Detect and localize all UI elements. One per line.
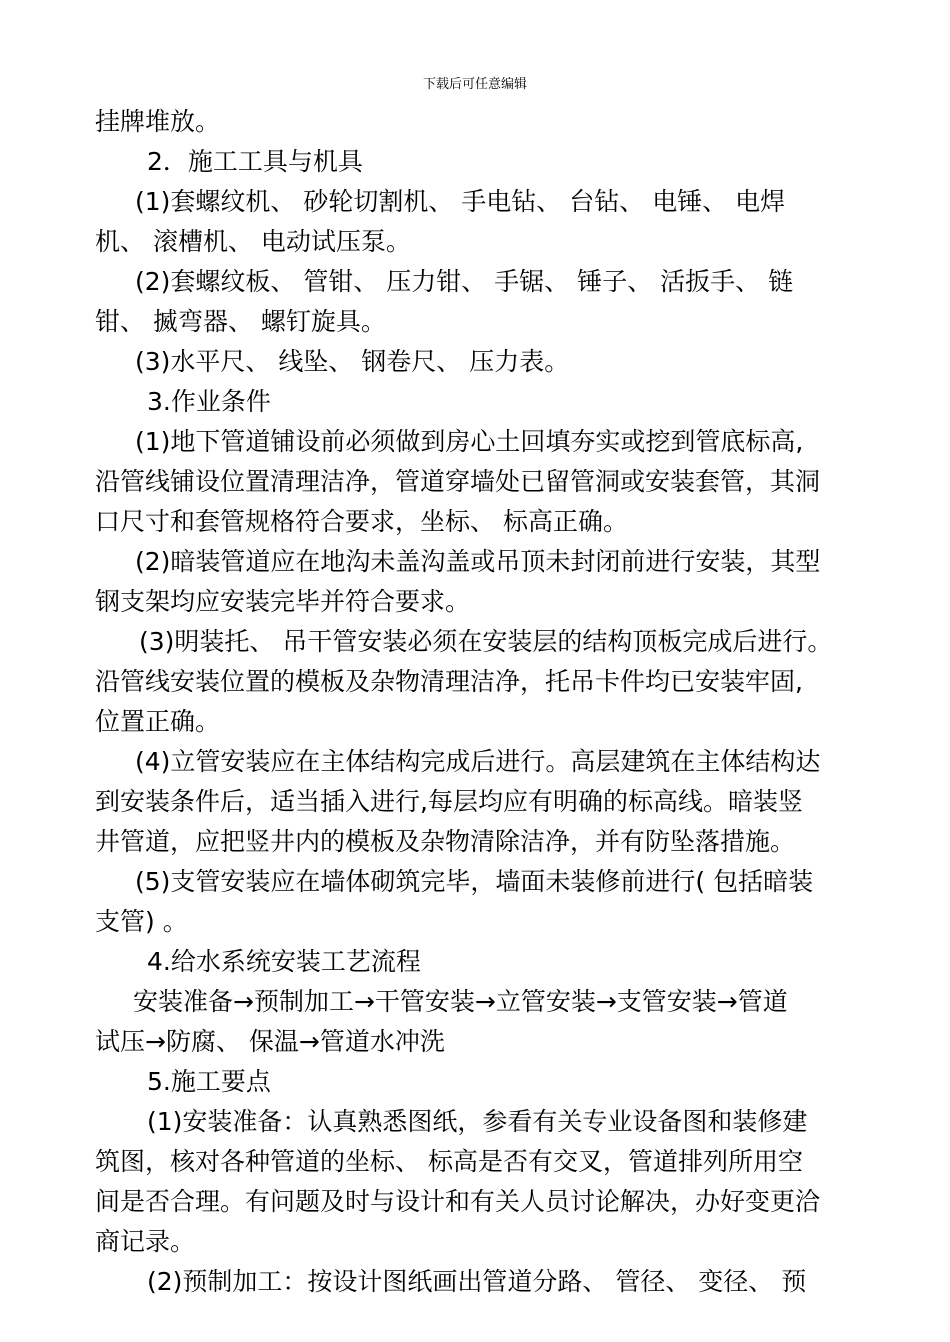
text-line: (1)套螺纹机、 砂轮切割机、 手电钻、 台钻、 电锤、 电焊 xyxy=(135,187,786,216)
section-heading: 2．施工工具与机具 xyxy=(147,147,363,176)
document-body xyxy=(95,102,887,1302)
text-line: 机、 滚槽机、 电动试压泵。 xyxy=(95,227,411,256)
text-line: 支管) 。 xyxy=(95,907,188,936)
text-line: (5)支管安装应在墙体砌筑完毕，墙面未装修前进行( 包括暗装 xyxy=(135,867,814,896)
text-line: 挂牌堆放。 xyxy=(95,107,221,136)
text-line: (4)立管安装应在主体结构完成后进行。高层建筑在主体结构达 xyxy=(135,747,821,776)
text-line: 试压→防腐、 保温→管道水冲洗 xyxy=(95,1027,445,1056)
text-line: 位置正确。 xyxy=(95,707,221,736)
section-heading: 5.施工要点 xyxy=(147,1067,271,1096)
text-line: (2)预制加工：按设计图纸画出管道分路、 管径、 变径、 预 xyxy=(147,1267,807,1296)
text-line: 口尺寸和套管规格符合要求，坐标、 标高正确。 xyxy=(95,507,628,536)
text-line: 间是否合理。有问题及时与设计和有关人员讨论解决，办好变更洽 xyxy=(95,1187,821,1216)
section-heading: 4.给水系统安装工艺流程 xyxy=(147,947,421,976)
text-line: (1)安装准备：认真熟悉图纸，参看有关专业设备图和装修建 xyxy=(147,1107,808,1136)
text-line: 沿管线安装位置的模板及杂物清理洁净，托吊卡件均已安装牢固, xyxy=(95,667,803,696)
text-line: (3)明装托、 吊干管安装必须在安装层的结构顶板完成后进行。 xyxy=(139,627,833,656)
text-line: 钳、 揻弯器、 螺钉旋具。 xyxy=(95,307,386,336)
text-line: 商记录。 xyxy=(95,1227,196,1256)
text-line: (2)套螺纹板、 管钳、 压力钳、 手锯、 锤子、 活扳手、 链 xyxy=(135,267,794,296)
section-heading: 3.作业条件 xyxy=(147,387,271,416)
text-line: 钢支架均应安装完毕并符合要求。 xyxy=(95,587,471,616)
text-line: (3)水平尺、 线坠、 钢卷尺、 压力表。 xyxy=(135,347,570,376)
text-line: 筑图，核对各种管道的坐标、 标高是否有交叉，管道排列所用空 xyxy=(95,1147,803,1176)
text-line: 沿管线铺设位置清理洁净，管道穿墙处已留管洞或安装套管，其洞 xyxy=(95,467,821,496)
text-line: (2)暗装管道应在地沟未盖沟盖或吊顶未封闭前进行安装，其型 xyxy=(135,547,821,576)
text-line: (1)地下管道铺设前必须做到房心土回填夯实或挖到管底标高, xyxy=(135,427,804,456)
text-line: 井管道，应把竖井内的模板及杂物清除洁净，并有防坠落措施。 xyxy=(95,827,796,856)
text-line: 安装准备→预制加工→干管安装→立管安装→支管安装→管道 xyxy=(133,987,788,1016)
page-header: 下载后可任意编辑 xyxy=(422,77,527,92)
text-line: 到安装条件后，适当插入进行,每层均应有明确的标高线。暗装竖 xyxy=(95,787,803,816)
